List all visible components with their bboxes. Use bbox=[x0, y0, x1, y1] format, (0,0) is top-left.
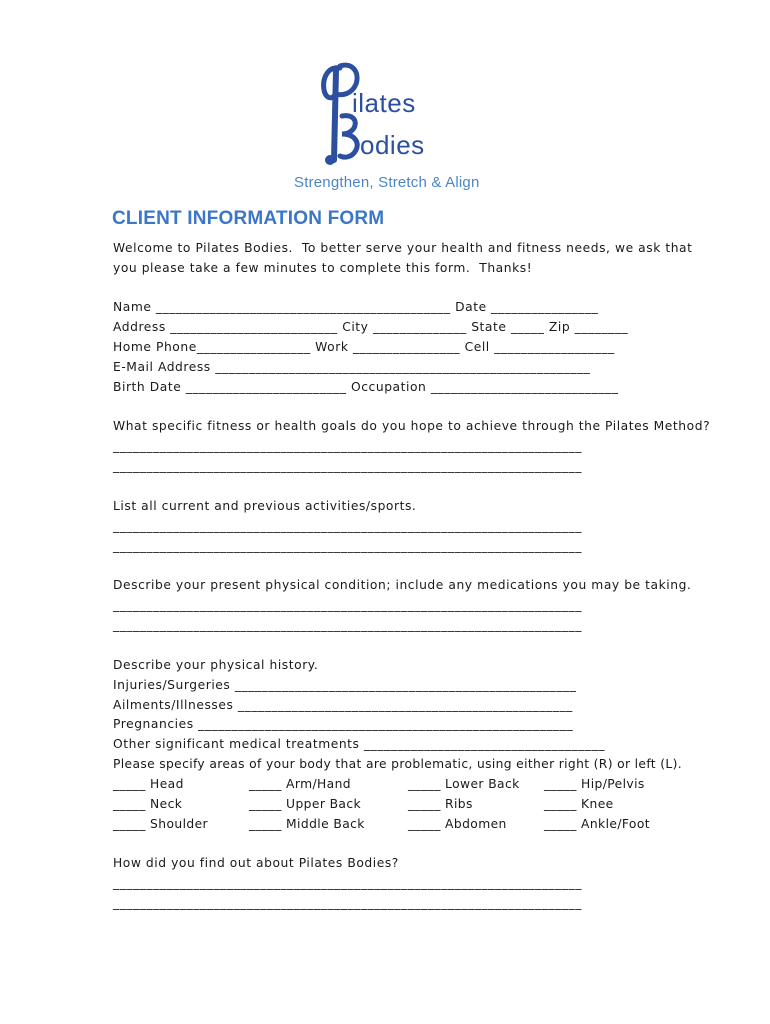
logo-word-ilates: ilates bbox=[352, 88, 416, 118]
activities-answer-line[interactable]: ______________________________________________________________________ bbox=[113, 539, 582, 553]
condition-question: Describe your present physical condition; include any medications you may be taking. bbox=[113, 578, 692, 592]
area-neck-field[interactable]: _____ Neck bbox=[113, 797, 183, 811]
treatments-field[interactable]: Other significant medical treatments ____________________________________ bbox=[113, 737, 606, 751]
area-abdomen-field[interactable]: _____ Abdomen bbox=[408, 817, 507, 831]
area-arm-hand-field[interactable]: _____ Arm/Hand bbox=[249, 777, 352, 791]
area-head-field[interactable]: _____ Head bbox=[113, 777, 184, 791]
ailments-field[interactable]: Ailments/Illnesses __________________________________________________ bbox=[113, 698, 573, 712]
area-middle-back-field[interactable]: _____ Middle Back bbox=[249, 817, 365, 831]
area-ankle-foot-field[interactable]: _____ Ankle/Foot bbox=[544, 817, 651, 831]
activities-answer-line[interactable]: ______________________________________________________________________ bbox=[113, 519, 582, 533]
email-field[interactable]: E-Mail Address ________________________________________________________ bbox=[113, 360, 591, 374]
referral-answer-line[interactable]: ______________________________________________________________________ bbox=[113, 896, 582, 910]
goals-question: What specific fitness or health goals do you hope to achieve through the Pilates Method? bbox=[113, 419, 711, 433]
address-field[interactable]: Address _________________________ City ______________ State _____ Zip ________ bbox=[113, 320, 629, 334]
condition-answer-line[interactable]: ______________________________________________________________________ bbox=[113, 598, 582, 612]
logo-tagline: Strengthen, Stretch & Align bbox=[294, 174, 480, 191]
area-hip-pelvis-field[interactable]: _____ Hip/Pelvis bbox=[544, 777, 645, 791]
area-upper-back-field[interactable]: _____ Upper Back bbox=[249, 797, 362, 811]
condition-answer-line[interactable]: ______________________________________________________________________ bbox=[113, 618, 582, 632]
history-heading: Describe your physical history. bbox=[113, 658, 319, 672]
body-areas-prompt: Please specify areas of your body that are problematic, using either right (R) or left (L). bbox=[113, 757, 682, 771]
activities-question: List all current and previous activities/sports. bbox=[113, 499, 417, 513]
area-shoulder-field[interactable]: _____ Shoulder bbox=[113, 817, 209, 831]
referral-question: How did you find out about Pilates Bodies? bbox=[113, 856, 399, 870]
phone-field[interactable]: Home Phone_________________ Work ________________ Cell __________________ bbox=[113, 340, 615, 354]
birth-occupation-field[interactable]: Birth Date ________________________ Occupation ____________________________ bbox=[113, 380, 619, 394]
pregnancies-field[interactable]: Pregnancies ________________________________________________________ bbox=[113, 717, 574, 731]
injuries-field[interactable]: Injuries/Surgeries ___________________________________________________ bbox=[113, 678, 577, 692]
name-date-field[interactable]: Name ____________________________________________ Date ________________ bbox=[113, 300, 599, 314]
logo bbox=[288, 56, 480, 196]
page-title: CLIENT INFORMATION FORM bbox=[112, 208, 385, 229]
area-lower-back-field[interactable]: _____ Lower Back bbox=[408, 777, 520, 791]
goals-answer-line[interactable]: ______________________________________________________________________ bbox=[113, 439, 582, 453]
intro-line-2: you please take a few minutes to complete this form. Thanks! bbox=[113, 261, 533, 275]
intro-line-1: Welcome to Pilates Bodies. To better serve your health and fitness needs, we ask that bbox=[113, 241, 693, 255]
goals-answer-line[interactable]: ______________________________________________________________________ bbox=[113, 459, 582, 473]
logo-word-odies: odies bbox=[360, 130, 425, 160]
area-ribs-field[interactable]: _____ Ribs bbox=[408, 797, 473, 811]
referral-answer-line[interactable]: ______________________________________________________________________ bbox=[113, 876, 582, 890]
area-knee-field[interactable]: _____ Knee bbox=[544, 797, 614, 811]
